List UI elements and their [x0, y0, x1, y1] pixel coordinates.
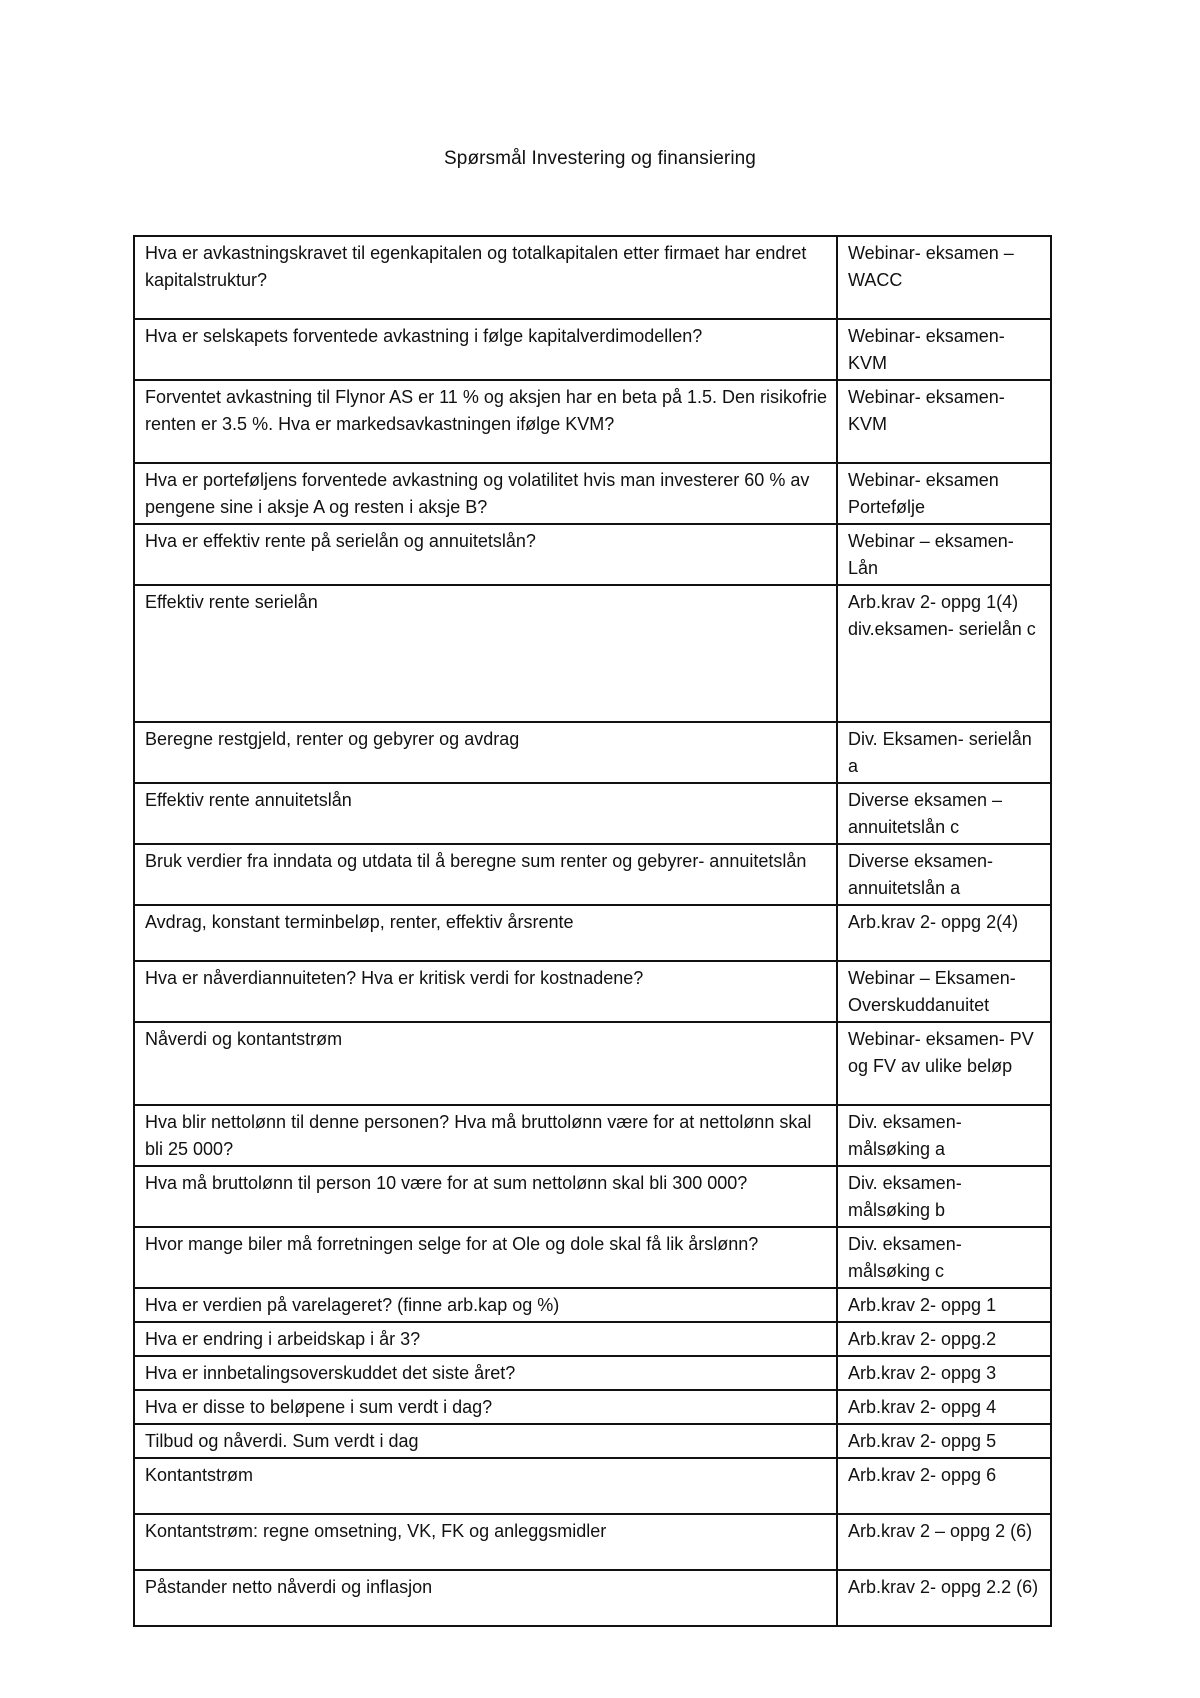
- question-cell: Forventet avkastning til Flynor AS er 11 % og aksjen har en beta på 1.5. Den risikofrie renten er 3.5 %. Hva er markedsavkastningen ifølge KVM?: [134, 380, 837, 463]
- source-cell: Arb.krav 2- oppg 1(4) div.eksamen- serielån c: [837, 585, 1051, 722]
- table-row: [134, 722, 1051, 783]
- source-cell: Webinar – eksamen- Lån: [837, 524, 1051, 585]
- question-cell: Påstander netto nåverdi og inflasjon: [134, 1570, 837, 1626]
- source-cell: Div. eksamen- målsøking a: [837, 1105, 1051, 1166]
- question-cell: Hva er effektiv rente på serielån og annuitetslån?: [134, 524, 837, 585]
- table-row: [134, 1356, 1051, 1390]
- table-row: [134, 1514, 1051, 1570]
- table-row: [134, 1166, 1051, 1227]
- question-cell: Beregne restgjeld, renter og gebyrer og avdrag: [134, 722, 837, 783]
- source-cell: Div. eksamen- målsøking c: [837, 1227, 1051, 1288]
- table-row: [134, 585, 1051, 722]
- source-cell: Webinar- eksamen- KVM: [837, 380, 1051, 463]
- question-cell: Bruk verdier fra inndata og utdata til å beregne sum renter og gebyrer- annuitetslån: [134, 844, 837, 905]
- source-cell: Arb.krav 2- oppg 3: [837, 1356, 1051, 1390]
- question-cell: Avdrag, konstant terminbeløp, renter, effektiv årsrente: [134, 905, 837, 961]
- source-cell: Arb.krav 2- oppg 6: [837, 1458, 1051, 1514]
- table-row: [134, 1390, 1051, 1424]
- table-row: [134, 1458, 1051, 1514]
- table-row: [134, 905, 1051, 961]
- table-row: [134, 463, 1051, 524]
- source-cell: Arb.krav 2- oppg 2(4): [837, 905, 1051, 961]
- table-row: [134, 844, 1051, 905]
- source-cell: Arb.krav 2- oppg 4: [837, 1390, 1051, 1424]
- source-cell: Arb.krav 2- oppg 1: [837, 1288, 1051, 1322]
- table-row: [134, 783, 1051, 844]
- question-cell: Hva er avkastningskravet til egenkapitalen og totalkapitalen etter firmaet har endret kapitalstruktur?: [134, 236, 837, 319]
- source-cell: Diverse eksamen- annuitetslån a: [837, 844, 1051, 905]
- table-row: [134, 319, 1051, 380]
- source-cell: Div. Eksamen- serielån a: [837, 722, 1051, 783]
- question-cell: Effektiv rente annuitetslån: [134, 783, 837, 844]
- table-row: [134, 1322, 1051, 1356]
- source-cell: Webinar- eksamen- KVM: [837, 319, 1051, 380]
- table-row: [134, 1105, 1051, 1166]
- question-cell: Hva er porteføljens forventede avkastning og volatilitet hvis man investerer 60 % av pengene sine i aksje A og resten i aksje B?: [134, 463, 837, 524]
- question-cell: Hva er innbetalingsoverskuddet det siste året?: [134, 1356, 837, 1390]
- source-cell: Webinar- eksamen Portefølje: [837, 463, 1051, 524]
- question-cell: Kontantstrøm: [134, 1458, 837, 1514]
- table-row: [134, 961, 1051, 1022]
- table-row: [134, 1288, 1051, 1322]
- question-cell: Hva er nåverdiannuiteten? Hva er kritisk verdi for kostnadene?: [134, 961, 837, 1022]
- table-row: [134, 1022, 1051, 1105]
- question-cell: Tilbud og nåverdi. Sum verdt i dag: [134, 1424, 837, 1458]
- source-cell: Diverse eksamen – annuitetslån c: [837, 783, 1051, 844]
- question-cell: Hva er endring i arbeidskap i år 3?: [134, 1322, 837, 1356]
- question-cell: Hva er disse to beløpene i sum verdt i dag?: [134, 1390, 837, 1424]
- source-cell: Arb.krav 2 – oppg 2 (6): [837, 1514, 1051, 1570]
- table-row: [134, 1227, 1051, 1288]
- table-row: [134, 524, 1051, 585]
- question-cell: Hvor mange biler må forretningen selge for at Ole og dole skal få lik årslønn?: [134, 1227, 837, 1288]
- table-row: [134, 380, 1051, 463]
- question-cell: Hva blir nettolønn til denne personen? Hva må bruttolønn være for at nettolønn skal bli 25 000?: [134, 1105, 837, 1166]
- source-cell: Webinar – Eksamen- Overskuddanuitet: [837, 961, 1051, 1022]
- question-cell: Hva er verdien på varelageret? (finne arb.kap og %): [134, 1288, 837, 1322]
- question-cell: Hva er selskapets forventede avkastning i følge kapitalverdimodellen?: [134, 319, 837, 380]
- question-cell: Effektiv rente serielån: [134, 585, 837, 722]
- source-cell: Arb.krav 2- oppg 5: [837, 1424, 1051, 1458]
- table-row: [134, 236, 1051, 319]
- question-cell: Hva må bruttolønn til person 10 være for at sum nettolønn skal bli 300 000?: [134, 1166, 837, 1227]
- question-table: [133, 235, 1052, 1627]
- page-title: Spørsmål Investering og finansiering: [444, 148, 756, 169]
- source-cell: Arb.krav 2- oppg 2.2 (6): [837, 1570, 1051, 1626]
- source-cell: Arb.krav 2- oppg.2: [837, 1322, 1051, 1356]
- source-cell: Div. eksamen- målsøking b: [837, 1166, 1051, 1227]
- question-cell: Kontantstrøm: regne omsetning, VK, FK og anleggsmidler: [134, 1514, 837, 1570]
- source-cell: Webinar- eksamen- PV og FV av ulike beløp: [837, 1022, 1051, 1105]
- table-row: [134, 1570, 1051, 1626]
- table-row: [134, 1424, 1051, 1458]
- question-cell: Nåverdi og kontantstrøm: [134, 1022, 837, 1105]
- source-cell: Webinar- eksamen – WACC: [837, 236, 1051, 319]
